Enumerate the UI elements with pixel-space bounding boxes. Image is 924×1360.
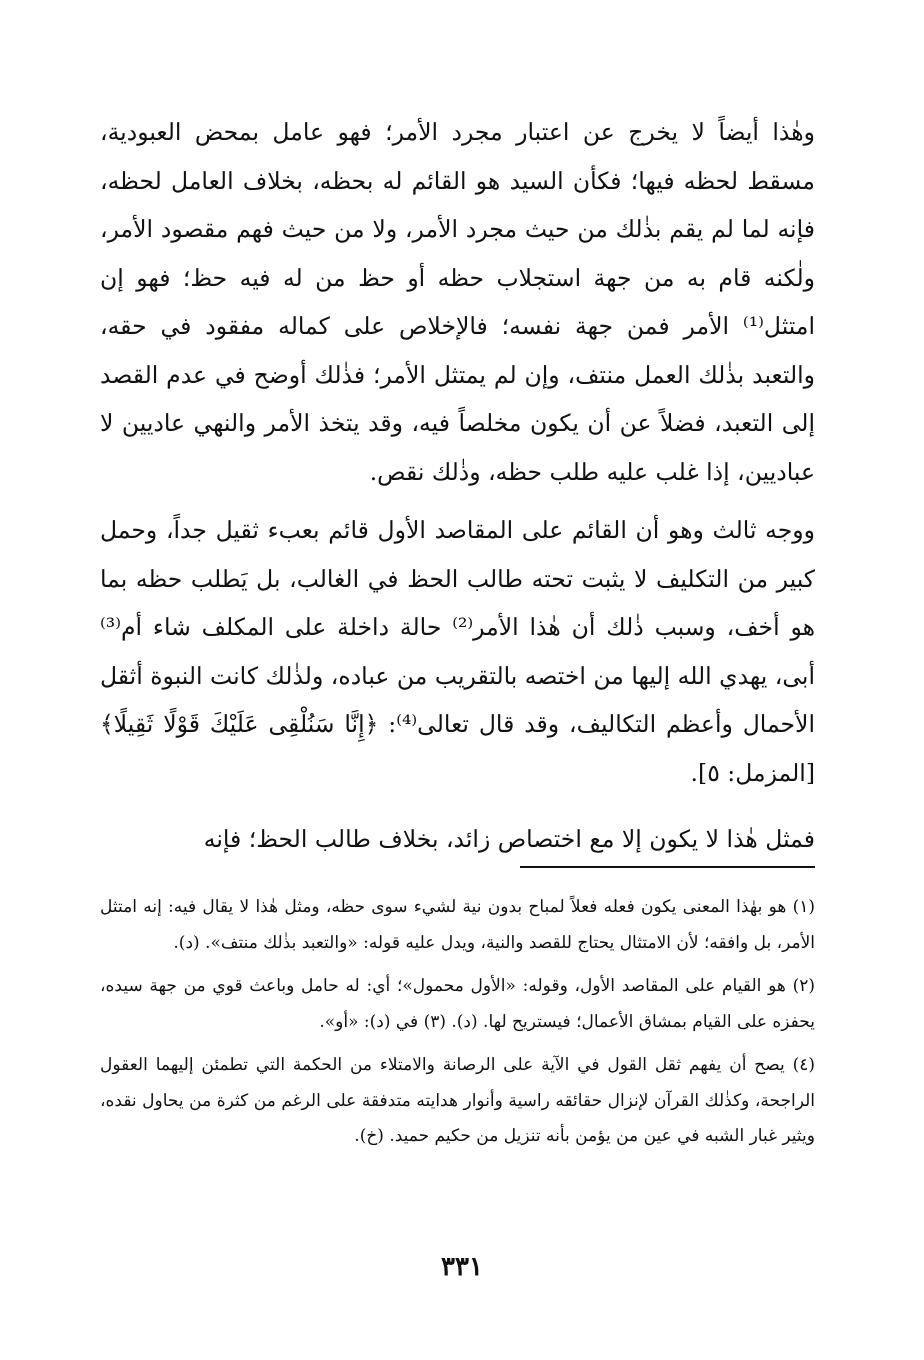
paragraph: ووجه ثالث وهو أن القائم على المقاصد الأول قائم بعبء ثقيل جداً، وحمل كبير من التكليف لا يثبت تحته طالب الحظ في الغالب، بل يَطلب حظه بما هو أخف، وسبب ذٰلك أن هٰذا الأمر⁽²⁾ حالة داخلة على المكلف شاء أم⁽³⁾ أبى، يهدي الله إليها من اختصه بالتقريب من عباده، ولذٰلك كانت النبوة أثقل الأحمال وأعظم التكاليف، وقد قال تعالى⁽⁴⁾: ﴿إِنَّا سَنُلْقِى عَلَيْكَ قَوْلًا ثَقِيلًا﴾ [المزمل: ٥]. xyxy=(100,516,815,787)
main-text xyxy=(100,108,815,864)
footnote: (١) هو بهٰذا المعنى يكون فعله فعلاً لمباح بدون نية لشيء سوى حظه، ومثل هٰذا لا يقال فيه: إنه امتثل الأمر، بل وافقه؛ لأن الامتثال يحتاج للقصد والنية، ويدل عليه قوله: «والتعبد بذٰلك منتف». (د). xyxy=(100,897,815,953)
paragraph: فمثل هٰذا لا يكون إلا مع اختصاص زائد، بخلاف طالب الحظ؛ فإنه xyxy=(203,825,815,853)
footnote-divider xyxy=(520,866,815,868)
footnote: (٤) يصح أن يفهم ثقل القول في الآية على الرصانة والامتلاء من الحكمة التي تطمئن إليهما العقول الراجحة، وكذٰلك القرآن لإنزال حقائقه راسية وأنوار هدايته متدفقة على الرغم من كثرة من يحاول نقده، ويثير غبار الشبه في عين من يؤمن بأنه تنزيل من حكيم حميد. (خ). xyxy=(100,1055,815,1146)
paragraph: وهٰذا أيضاً لا يخرج عن اعتبار مجرد الأمر؛ فهو عامل بمحض العبودية، مسقط لحظه فيها؛ فكأن السيد هو القائم له بحظه، بخلاف العامل لحظه، فإنه لما لم يقم بذٰلك من حيث مجرد الأمر، ولا من حيث فهم مقصود الأمر، ولٰكنه قام به من جهة استجلاب حظه أو حظ من له فيه حظ؛ فهو إن امتثل⁽¹⁾ الأمر فمن جهة نفسه؛ فالإخلاص على كماله مفقود في حقه، والتعبد بذٰلك العمل منتف، وإن لم يمتثل الأمر؛ فذٰلك أوضح في عدم القصد إلى التعبد، فضلاً عن أن يكون مخلصاً فيه، وقد يتخذ الأمر والنهي عاديين لا عباديين، إذا غلب عليه طلب حظه، وذٰلك نقص. xyxy=(100,118,815,486)
page-number: ٣٣١ xyxy=(441,1252,483,1282)
footnote: (٢) هو القيام على المقاصد الأول، وقوله: «الأول محمول»؛ أي: له حامل وباعث قوي من جهة سيده، يحفزه على القيام بمشاق الأعمال؛ فيستريح لها. (د). (٣) في (د): «أو». xyxy=(100,976,815,1032)
footnotes-section xyxy=(100,890,815,1163)
